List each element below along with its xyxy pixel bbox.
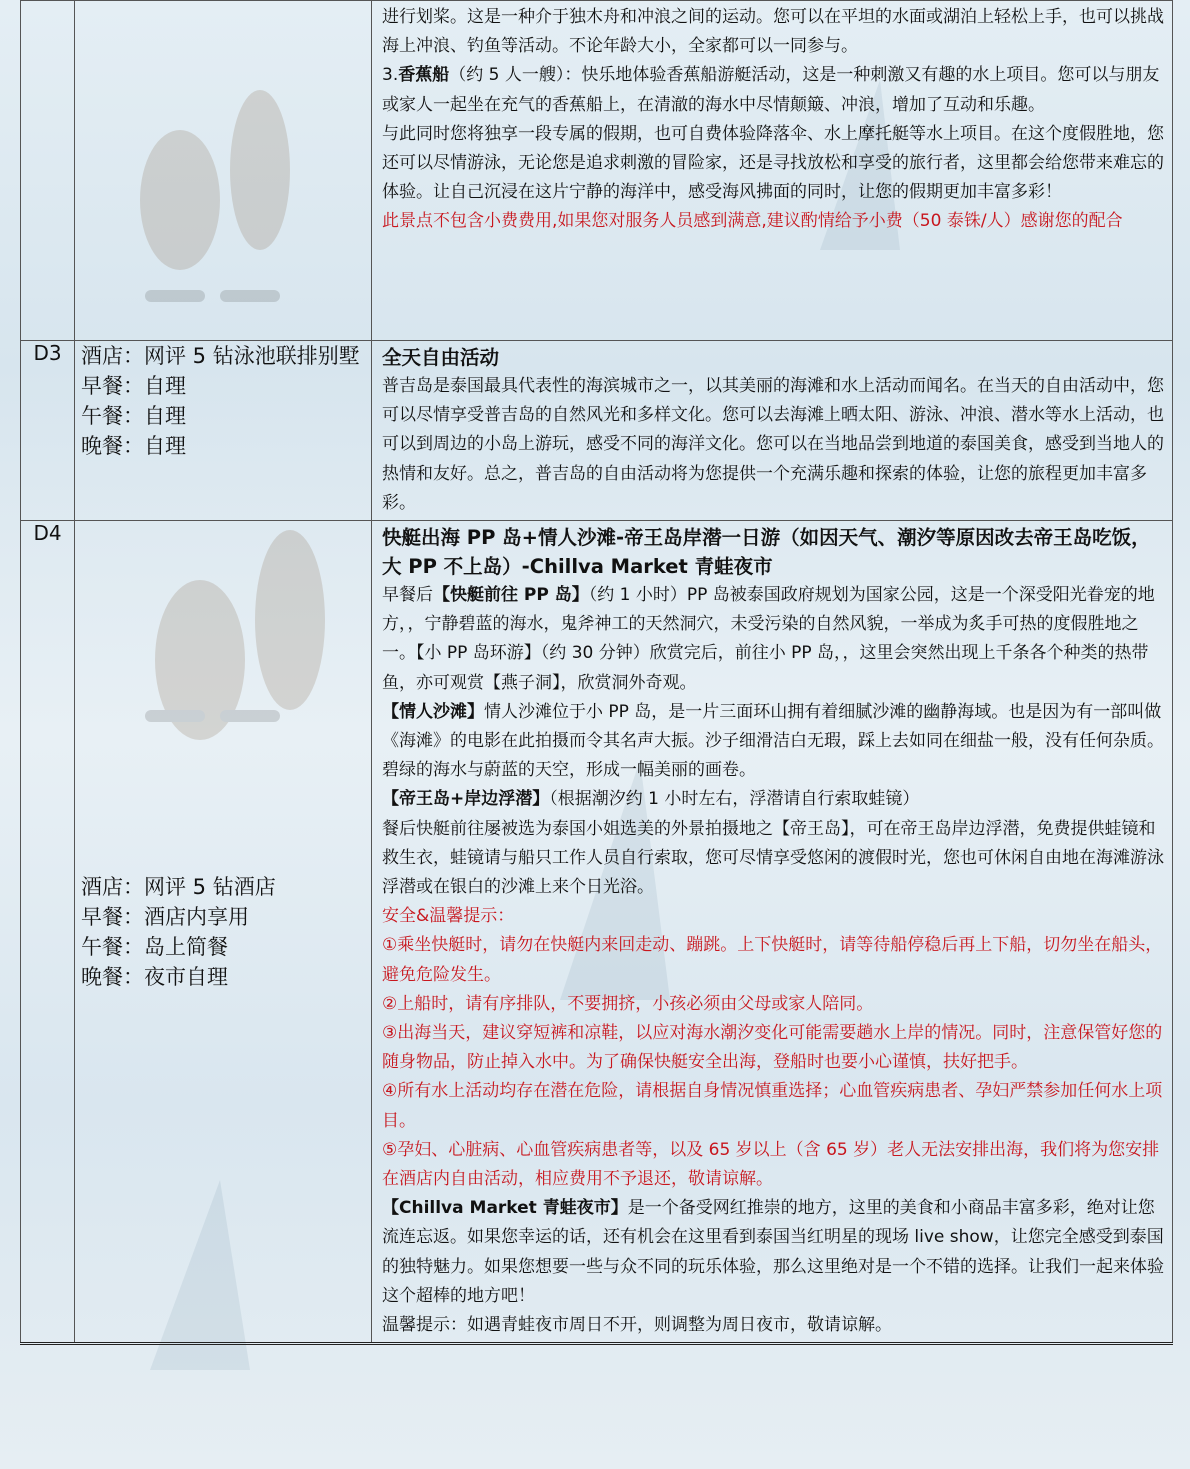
pp-island-label: 【快艇前往 PP 岛】 bbox=[433, 585, 589, 605]
safety-item-2: ②上船时，请有序排队，不要拥挤，小孩必须由父母或家人陪同。 bbox=[382, 993, 874, 1014]
banana-boat-label: 香蕉船 bbox=[398, 65, 450, 86]
tip-notice: 此景点不包含小费费用,如果您对服务人员感到满意,建议酌情给予小费（50 泰铢/人）感谢您的配合 bbox=[382, 211, 1123, 232]
lovers-beach-text: 情人沙滩位于小 PP 岛，是一片三面环山拥有着细腻沙滩的幽静海域。也是因为有一部叫做《海滩》的电影在此拍摄而令其名声大振。沙子细滑洁白无瑕，踩上去如同在细盐一般，没有任何杂质。碧绿的海水与蔚蓝的天空，形成一幅美丽的画卷。 bbox=[382, 701, 1164, 781]
item-number: 3. bbox=[382, 65, 399, 86]
table-row-d4 bbox=[21, 521, 1173, 1344]
itinerary-table bbox=[20, 0, 1173, 1345]
description-cell-d4 bbox=[372, 521, 1173, 1344]
king-island-note: （根据潮汐约 1 小时左右，浮潜请自行索取蛙镜） bbox=[549, 789, 920, 810]
night-market-text: 是一个备受网红推崇的地方，这里的美食和小商品丰富多彩，绝对让您流连忘返。如果您幸运的话，还有机会在这里看到泰国当红明星的现场 live show，让您完全感受到泰国的独特魅力。如果您想要一些与众不同的玩乐体验，那么这里绝对是一个不错的选择。让我们一起来体验这个超棒的地方吧！ bbox=[382, 1198, 1164, 1306]
lunch-info: 午餐：自理 bbox=[81, 404, 186, 428]
day-body-d3: 普吉岛是泰国最具代表性的海滨城市之一，以其美丽的海滩和水上活动而闻名。在当天的自由活动中，您可以尽情享受普吉岛的自然风光和多样文化。您可以去海滩上晒太阳、游泳、冲浪、潜水等水上活动，也可以到周边的小岛上游玩，感受不同的海洋文化。您可以在当地品尝到地道的泰国美食，感受到当地人的热情和友好。总之，普吉岛的自由活动将为您提供一个充满乐趣和探索的体验，让您的旅程更加丰富多彩。 bbox=[382, 376, 1164, 513]
day-label-d4: D4 bbox=[21, 521, 75, 1344]
day-label-d3: D3 bbox=[21, 341, 75, 521]
day-cell-empty bbox=[21, 1, 75, 341]
night-market-label: 【Chillva Market 青蛙夜市】 bbox=[382, 1198, 628, 1219]
hotel-info: 酒店：网评 5 钻泳池联排别墅 bbox=[81, 344, 360, 368]
itinerary-page bbox=[20, 0, 1172, 1455]
lovers-beach-paragraph bbox=[382, 698, 1164, 786]
dinner-info: 晚餐：自理 bbox=[81, 434, 186, 458]
breakfast-info: 早餐：酒店内享用 bbox=[81, 904, 249, 929]
king-island-heading bbox=[382, 785, 1164, 814]
day-title-d3: 全天自由活动 bbox=[382, 346, 500, 369]
info-cell-d3 bbox=[75, 341, 372, 521]
night-market-paragraph bbox=[382, 1194, 1164, 1311]
description-cell-d3 bbox=[372, 341, 1173, 521]
paddle-text: 进行划桨。这是一种介于独木舟和冲浪之间的运动。您可以在平坦的水面或湖泊上轻松上手，也可以挑战海上冲浪、钓鱼等活动。不论年龄大小，全家都可以一同参与。 bbox=[382, 7, 1164, 57]
free-time-paragraph: 与此同时您将独享一段专属的假期，也可自费体验降落伞、水上摩托艇等水上项目。在这个度假胜地，您还可以尽情游泳，无论您是追求刺激的冒险家，还是寻找放松和享受的旅行者，这里都会给您带来难忘的体验。让自己沉浸在这片宁静的海洋中，感受海风拂面的同时，让您的假期更加丰富多彩！ bbox=[382, 123, 1164, 203]
table-row-d2-continued bbox=[21, 1, 1173, 341]
table-row-d3 bbox=[21, 341, 1173, 521]
lead-text: 早餐后 bbox=[382, 585, 433, 605]
safety-item-1: ①乘坐快艇时，请勿在快艇内来回走动、蹦跳。上下快艇时，请等待船停稳后再上下船，切勿坐在船头，避免危险发生。 bbox=[382, 935, 1163, 985]
pp-island-text: （约 1 小时）PP 岛被泰国政府规划为国家公园，这是一个深受阳光眷宠的地方，，宁静碧蓝的海水，鬼斧神工的天然洞穴，未受污染的自然风貌，一举成为炙手可热的度假胜地之一。【小 PP 岛环游】（约 30 分钟）欣赏完后，前往小 PP 岛，，这里会突然出现上千条各个种类的热带鱼，亦可观赏【燕子洞】，欣赏洞外奇观。 bbox=[382, 585, 1155, 693]
safety-title: 安全&温馨提示： bbox=[382, 906, 515, 927]
dinner-info: 晚餐：夜市自理 bbox=[81, 964, 228, 989]
night-market-tip: 温馨提示：如遇青蛙夜市周日不开，则调整为周日夜市，敬请谅解。 bbox=[382, 1315, 892, 1336]
info-cell-d4 bbox=[75, 521, 372, 1344]
safety-item-4: ④所有水上活动均存在潜在危险，请根据自身情况慎重选择；心血管疾病患者、孕妇严禁参加任何水上项目。 bbox=[382, 1081, 1163, 1131]
banana-boat-text: （约 5 人一艘）：快乐地体验香蕉船游艇活动，这是一种刺激又有趣的水上项目。您可以与朋友或家人一起坐在充气的香蕉船上，在清澈的海水中尽情颠簸、冲浪，增加了互动和乐趣。 bbox=[382, 65, 1160, 115]
description-cell-d2 bbox=[372, 1, 1173, 341]
safety-item-3: ③出海当天，建议穿短裤和凉鞋，以应对海水潮汐变化可能需要趟水上岸的情况。同时，注意保管好您的随身物品，防止掉入水中。为了确保快艇安全出海，登船时也要小心谨慎，扶好把手。 bbox=[382, 1023, 1163, 1073]
pp-island-paragraph bbox=[382, 581, 1164, 698]
lovers-beach-label: 【情人沙滩】 bbox=[382, 701, 484, 722]
lunch-info: 午餐：岛上简餐 bbox=[81, 934, 228, 959]
day-title-d4: 快艇出海 PP 岛+情人沙滩-帝王岛岸潜一日游（如因天气、潮汐等原因改去帝王岛吃饭，大 PP 不上岛）-Chillva Market 青蛙夜市 bbox=[382, 526, 1151, 578]
hotel-info: 酒店：网评 5 钻酒店 bbox=[81, 874, 276, 899]
safety-item-5: ⑤孕妇、心脏病、心血管疾病患者等，以及 65 岁以上（含 65 岁）老人无法安排出海，我们将为您安排在酒店内自由活动，相应费用不予退还，敬请谅解。 bbox=[382, 1139, 1160, 1190]
banana-boat-paragraph bbox=[382, 61, 1164, 119]
king-island-paragraph: 餐后快艇前往屡被选为泰国小姐选美的外景拍摄地之【帝王岛】，可在帝王岛岸边浮潜，免费提供蛙镜和救生衣，蛙镜请与船只工作人员自行索取，您可尽情享受悠闲的渡假时光，您也可休闲自由地在海滩游泳浮潜或在银白的沙滩上来个日光浴。 bbox=[382, 818, 1164, 898]
breakfast-info: 早餐：自理 bbox=[81, 374, 186, 398]
king-island-label: 【帝王岛+岸边浮潜】 bbox=[382, 789, 550, 810]
info-cell-empty bbox=[75, 1, 372, 341]
